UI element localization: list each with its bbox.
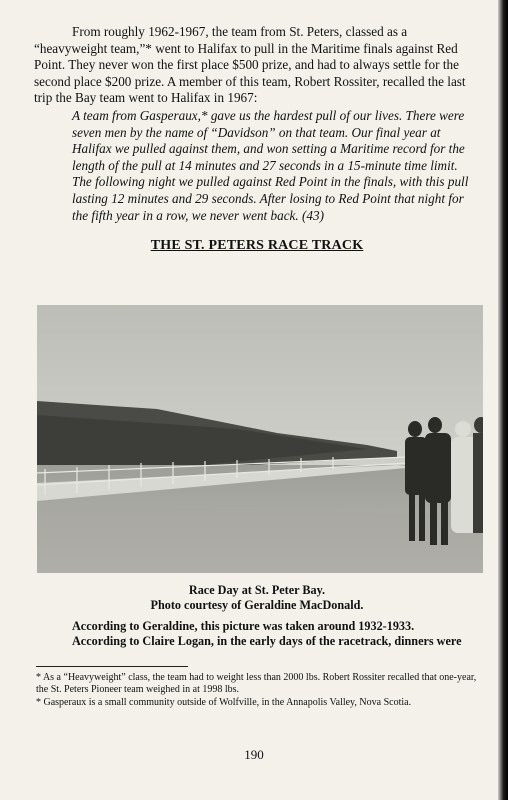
footnote-2: * Gasperaux is a small community outside of Wolfville, in the Annapolis Valley, Nova Scotia. xyxy=(36,696,412,708)
race-track-photo-illustration xyxy=(37,305,483,573)
after-caption-text xyxy=(34,619,480,648)
footnote-1: * As a “Heavyweight” class, the team had to weight less than 2000 lbs. Robert Rossiter recalled that one-year, the St. Peters Pioneer team weighed in at 1998 lbs. xyxy=(36,672,477,696)
intro-paragraph: From roughly 1962-1967, the team from St. Peters, classed as a “heavyweight team,”* went to Halifax to pull in the Maritime finals against Red Point. They never won the first place $500 prize, and had to always settle for the second place $200 prize. A member of this team, Robert Rossiter, recalled the last trip the Bay team went to Halifax in 1967: xyxy=(34,24,466,106)
block-quote: A team from Gasperaux,* gave us the hardest pull of our lives. There were seven men by the name of “Davidson” on that team. Our final year at Halifax we pulled against them, and won setting a Maritime record for the length of the pull at 14 minutes and 27 seconds in a 15-minute time limit. The following night we pulled against Red Point in the finals, with this pull lasting 12 minutes and 29 seconds. After losing to Red Point that night for the fifth year in a row, we never went back. (43) xyxy=(72,107,469,223)
after-caption-line-2: According to Claire Logan, in the early days of the racetrack, dinners were xyxy=(72,633,462,648)
after-caption-line-1: According to Geraldine, this picture was taken around 1932-1933. xyxy=(72,619,415,633)
page-number: 190 xyxy=(244,747,264,762)
page-content xyxy=(34,24,480,254)
race-day-photo xyxy=(37,305,483,573)
footnote-divider xyxy=(36,666,188,667)
footnotes xyxy=(36,672,482,709)
section-heading: THE ST. PETERS RACE TRACK xyxy=(150,238,364,254)
page-edge xyxy=(498,0,508,800)
caption-line-1: Race Day at St. Peter Bay. xyxy=(188,583,326,597)
photo-caption xyxy=(34,583,480,612)
caption-line-2: Photo courtesy of Geraldine MacDonald. xyxy=(150,597,364,612)
